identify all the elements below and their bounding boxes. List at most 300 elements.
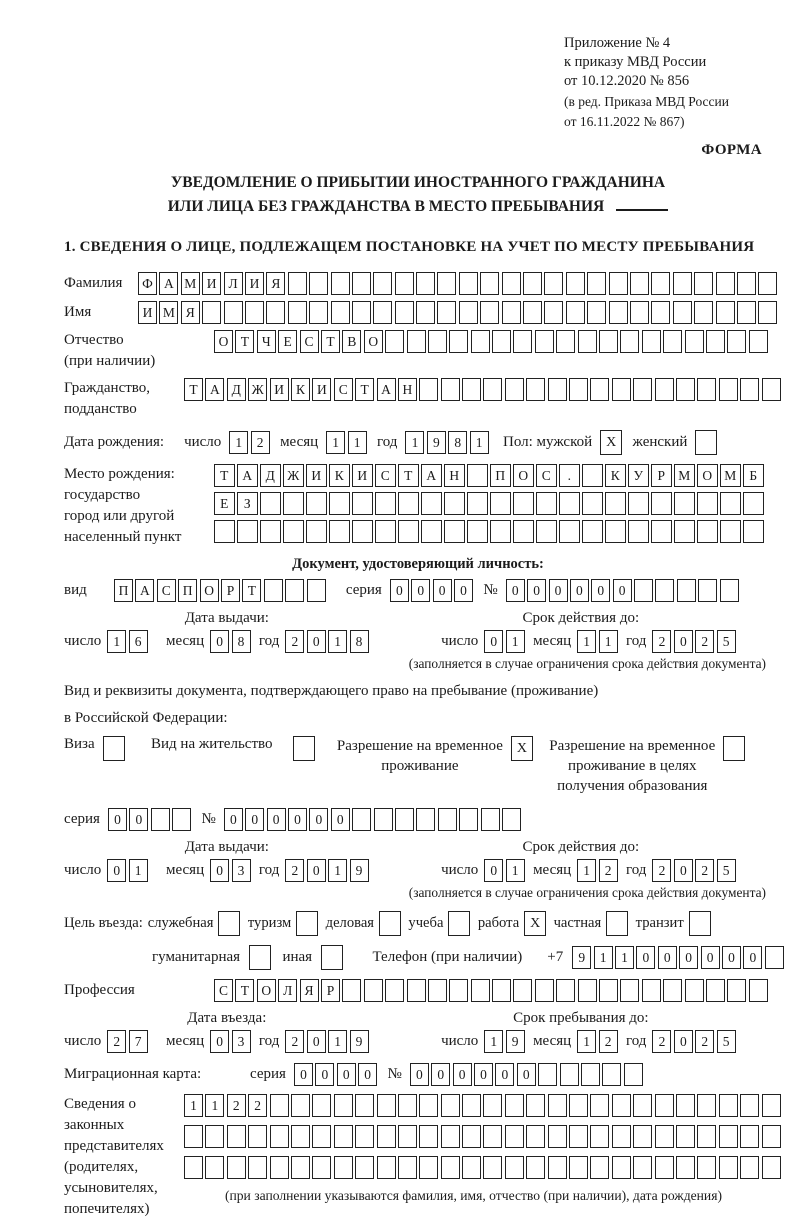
surname-cell[interactable] — [502, 272, 521, 295]
citizenship-cell[interactable]: А — [205, 378, 224, 401]
firstname-cell[interactable] — [694, 301, 713, 324]
doc-number-cell[interactable]: 0 — [506, 579, 525, 602]
birth-place-cell[interactable] — [743, 520, 764, 543]
birth-place-cell[interactable] — [674, 520, 695, 543]
doc-valid-year-cell[interactable]: 2 — [695, 630, 714, 653]
representative-cell[interactable] — [377, 1094, 396, 1117]
representative-cell[interactable] — [590, 1094, 609, 1117]
citizenship-cell[interactable]: Ж — [248, 378, 267, 401]
representative-cell[interactable] — [505, 1094, 524, 1117]
birth-year-cell[interactable]: 9 — [427, 431, 446, 454]
doc-number-cell[interactable]: 0 — [613, 579, 632, 602]
permit-valid-year-cell[interactable]: 2 — [652, 859, 671, 882]
representative-cell[interactable] — [398, 1125, 417, 1148]
patronymic-cell[interactable] — [706, 330, 725, 353]
representative-cell[interactable]: 1 — [205, 1094, 224, 1117]
birth-place-cell[interactable] — [697, 492, 718, 515]
firstname-cell[interactable] — [245, 301, 264, 324]
profession-cell[interactable]: О — [257, 979, 276, 1002]
citizenship-cell[interactable] — [719, 378, 738, 401]
purpose-private-checkbox[interactable] — [606, 911, 628, 936]
migration-series-cell[interactable]: 0 — [337, 1063, 356, 1086]
firstname-cell[interactable] — [502, 301, 521, 324]
profession-cell[interactable] — [642, 979, 661, 1002]
firstname-cell[interactable] — [716, 301, 735, 324]
surname-cell[interactable]: И — [245, 272, 264, 295]
birth-month-cell[interactable]: 1 — [348, 431, 367, 454]
birth-place-cell[interactable] — [513, 520, 534, 543]
permit-number-cell[interactable]: 0 — [288, 808, 307, 831]
representative-cell[interactable] — [270, 1125, 289, 1148]
representative-cell[interactable] — [483, 1156, 502, 1179]
representative-cell[interactable] — [441, 1094, 460, 1117]
birth-place-cell[interactable] — [674, 492, 695, 515]
doc-kind-cell[interactable]: О — [200, 579, 219, 602]
firstname-cell[interactable] — [587, 301, 606, 324]
firstname-cell[interactable]: Я — [181, 301, 200, 324]
firstname-cell[interactable]: М — [159, 301, 178, 324]
profession-cell[interactable] — [492, 979, 511, 1002]
doc-number-cell[interactable] — [634, 579, 653, 602]
birth-place-cell[interactable]: П — [490, 464, 511, 487]
birth-place-cell[interactable] — [467, 520, 488, 543]
surname-cell[interactable] — [373, 272, 392, 295]
patronymic-cell[interactable] — [556, 330, 575, 353]
doc-series-cell[interactable]: 0 — [433, 579, 452, 602]
profession-cell[interactable]: Л — [278, 979, 297, 1002]
representative-cell[interactable] — [762, 1156, 781, 1179]
representative-cell[interactable] — [334, 1125, 353, 1148]
patronymic-cell[interactable]: О — [364, 330, 383, 353]
male-checkbox[interactable]: X — [600, 430, 622, 455]
surname-cell[interactable] — [651, 272, 670, 295]
doc-kind-cell[interactable]: А — [135, 579, 154, 602]
doc-kind-cell[interactable]: С — [157, 579, 176, 602]
representative-cell[interactable] — [676, 1156, 695, 1179]
representative-cell[interactable] — [526, 1125, 545, 1148]
birth-place-cell[interactable] — [605, 492, 626, 515]
doc-valid-day-cell[interactable]: 1 — [506, 630, 525, 653]
representative-cell[interactable] — [248, 1156, 267, 1179]
migration-number-cell[interactable]: 0 — [431, 1063, 450, 1086]
representative-cell[interactable] — [312, 1125, 331, 1148]
permit-series-cell[interactable] — [172, 808, 191, 831]
permit-series-cell[interactable] — [151, 808, 170, 831]
patronymic-cell[interactable] — [428, 330, 447, 353]
doc-valid-month-cell[interactable]: 1 — [577, 630, 596, 653]
birth-place-cell[interactable] — [375, 492, 396, 515]
representative-cell[interactable] — [419, 1094, 438, 1117]
firstname-cell[interactable] — [609, 301, 628, 324]
firstname-cell[interactable] — [288, 301, 307, 324]
patronymic-cell[interactable]: В — [342, 330, 361, 353]
surname-cell[interactable]: Я — [266, 272, 285, 295]
migration-number-cell[interactable] — [538, 1063, 557, 1086]
patronymic-cell[interactable] — [535, 330, 554, 353]
profession-cell[interactable] — [385, 979, 404, 1002]
birth-place-cell[interactable]: И — [306, 464, 327, 487]
profession-cell[interactable] — [663, 979, 682, 1002]
citizenship-cell[interactable] — [505, 378, 524, 401]
profession-cell[interactable]: Я — [300, 979, 319, 1002]
birth-place-cell[interactable] — [260, 492, 281, 515]
doc-valid-year-cell[interactable]: 5 — [717, 630, 736, 653]
permit-issue-month-cell[interactable]: 3 — [232, 859, 251, 882]
birth-place-cell[interactable] — [651, 492, 672, 515]
patronymic-cell[interactable] — [642, 330, 661, 353]
doc-kind-cell[interactable]: Т — [242, 579, 261, 602]
birth-place-cell[interactable] — [260, 520, 281, 543]
entry-year-cell[interactable]: 2 — [285, 1030, 304, 1053]
patronymic-cell[interactable] — [513, 330, 532, 353]
residence-permit-checkbox[interactable] — [293, 736, 315, 761]
permit-number-cell[interactable] — [502, 808, 521, 831]
birth-place-cell[interactable]: У — [628, 464, 649, 487]
birth-place-cell[interactable] — [536, 492, 557, 515]
profession-cell[interactable] — [535, 979, 554, 1002]
birth-place-cell[interactable] — [628, 520, 649, 543]
birth-place-cell[interactable]: К — [605, 464, 626, 487]
stay-month-cell[interactable]: 1 — [577, 1030, 596, 1053]
birth-place-cell[interactable] — [720, 492, 741, 515]
doc-series-cell[interactable]: 0 — [390, 579, 409, 602]
birth-place-cell[interactable]: О — [513, 464, 534, 487]
birth-month-cell[interactable]: 1 — [326, 431, 345, 454]
citizenship-cell[interactable] — [483, 378, 502, 401]
permit-number-cell[interactable]: 0 — [267, 808, 286, 831]
doc-issue-year-cell[interactable]: 2 — [285, 630, 304, 653]
profession-cell[interactable] — [706, 979, 725, 1002]
stay-year-cell[interactable]: 0 — [674, 1030, 693, 1053]
migration-number-cell[interactable] — [581, 1063, 600, 1086]
representative-cell[interactable] — [612, 1125, 631, 1148]
surname-cell[interactable] — [352, 272, 371, 295]
representative-cell[interactable] — [184, 1156, 203, 1179]
citizenship-cell[interactable] — [633, 378, 652, 401]
patronymic-cell[interactable] — [599, 330, 618, 353]
patronymic-cell[interactable] — [578, 330, 597, 353]
migration-number-cell[interactable]: 0 — [495, 1063, 514, 1086]
entry-day-cell[interactable]: 2 — [107, 1030, 126, 1053]
stay-day-cell[interactable]: 9 — [506, 1030, 525, 1053]
citizenship-cell[interactable] — [548, 378, 567, 401]
citizenship-cell[interactable]: Т — [355, 378, 374, 401]
profession-cell[interactable]: С — [214, 979, 233, 1002]
surname-cell[interactable] — [309, 272, 328, 295]
firstname-cell[interactable] — [523, 301, 542, 324]
patronymic-cell[interactable]: Ч — [257, 330, 276, 353]
representative-cell[interactable] — [697, 1094, 716, 1117]
birth-place-cell[interactable] — [582, 492, 603, 515]
patronymic-cell[interactable] — [685, 330, 704, 353]
purpose-other-checkbox[interactable] — [321, 945, 343, 970]
representative-cell[interactable] — [719, 1156, 738, 1179]
representative-cell[interactable] — [697, 1156, 716, 1179]
doc-issue-year-cell[interactable]: 1 — [328, 630, 347, 653]
birth-place-cell[interactable]: А — [421, 464, 442, 487]
surname-cell[interactable]: Л — [224, 272, 243, 295]
firstname-cell[interactable] — [416, 301, 435, 324]
birth-place-cell[interactable] — [490, 492, 511, 515]
phone-digit-cell[interactable]: 0 — [679, 946, 698, 969]
birth-place-cell[interactable]: А — [237, 464, 258, 487]
surname-cell[interactable]: М — [181, 272, 200, 295]
citizenship-cell[interactable] — [569, 378, 588, 401]
purpose-humanitarian-checkbox[interactable] — [249, 945, 271, 970]
citizenship-cell[interactable] — [441, 378, 460, 401]
surname-cell[interactable] — [758, 272, 777, 295]
entry-month-cell[interactable]: 0 — [210, 1030, 229, 1053]
representative-cell[interactable] — [312, 1156, 331, 1179]
birth-place-cell[interactable]: Р — [651, 464, 672, 487]
permit-number-cell[interactable]: 0 — [331, 808, 350, 831]
birth-year-cell[interactable]: 1 — [470, 431, 489, 454]
birth-place-cell[interactable] — [582, 520, 603, 543]
doc-issue-month-cell[interactable]: 0 — [210, 630, 229, 653]
birth-place-cell[interactable]: И — [352, 464, 373, 487]
firstname-cell[interactable] — [737, 301, 756, 324]
permit-number-cell[interactable]: 0 — [245, 808, 264, 831]
surname-cell[interactable] — [716, 272, 735, 295]
purpose-study-checkbox[interactable] — [448, 911, 470, 936]
representative-cell[interactable] — [505, 1156, 524, 1179]
birth-place-cell[interactable]: З — [237, 492, 258, 515]
patronymic-cell[interactable] — [492, 330, 511, 353]
patronymic-cell[interactable]: Е — [278, 330, 297, 353]
citizenship-cell[interactable] — [526, 378, 545, 401]
doc-number-cell[interactable]: 0 — [591, 579, 610, 602]
doc-valid-month-cell[interactable]: 1 — [599, 630, 618, 653]
surname-cell[interactable] — [416, 272, 435, 295]
phone-digit-cell[interactable]: 0 — [701, 946, 720, 969]
firstname-cell[interactable] — [202, 301, 221, 324]
patronymic-cell[interactable] — [727, 330, 746, 353]
migration-series-cell[interactable]: 0 — [315, 1063, 334, 1086]
representative-cell[interactable]: 2 — [227, 1094, 246, 1117]
representative-cell[interactable] — [441, 1125, 460, 1148]
birth-place-cell[interactable] — [237, 520, 258, 543]
birth-place-cell[interactable] — [352, 492, 373, 515]
purpose-work-checkbox[interactable]: X — [524, 911, 546, 936]
permit-issue-day-cell[interactable]: 1 — [129, 859, 148, 882]
profession-cell[interactable] — [556, 979, 575, 1002]
profession-cell[interactable] — [449, 979, 468, 1002]
representative-cell[interactable] — [633, 1094, 652, 1117]
representative-cell[interactable] — [719, 1094, 738, 1117]
birth-place-cell[interactable] — [536, 520, 557, 543]
representative-cell[interactable] — [740, 1094, 759, 1117]
migration-number-cell[interactable] — [602, 1063, 621, 1086]
representative-cell[interactable] — [569, 1156, 588, 1179]
temp-residence-checkbox[interactable]: X — [511, 736, 533, 761]
birth-place-cell[interactable] — [306, 492, 327, 515]
permit-valid-year-cell[interactable]: 0 — [674, 859, 693, 882]
firstname-cell[interactable] — [224, 301, 243, 324]
representative-cell[interactable]: 1 — [184, 1094, 203, 1117]
birth-place-cell[interactable] — [375, 520, 396, 543]
birth-year-cell[interactable]: 1 — [405, 431, 424, 454]
doc-valid-day-cell[interactable]: 0 — [484, 630, 503, 653]
firstname-cell[interactable] — [480, 301, 499, 324]
profession-cell[interactable] — [685, 979, 704, 1002]
representative-cell[interactable] — [655, 1094, 674, 1117]
representative-cell[interactable] — [398, 1156, 417, 1179]
purpose-commercial-checkbox[interactable] — [379, 911, 401, 936]
representative-cell[interactable] — [719, 1125, 738, 1148]
citizenship-cell[interactable] — [590, 378, 609, 401]
entry-year-cell[interactable]: 0 — [307, 1030, 326, 1053]
representative-cell[interactable] — [462, 1125, 481, 1148]
representative-cell[interactable] — [655, 1156, 674, 1179]
representative-cell[interactable] — [291, 1125, 310, 1148]
birth-place-cell[interactable] — [467, 464, 488, 487]
doc-number-cell[interactable]: 0 — [549, 579, 568, 602]
surname-cell[interactable] — [673, 272, 692, 295]
permit-number-cell[interactable] — [459, 808, 478, 831]
firstname-cell[interactable] — [373, 301, 392, 324]
phone-digit-cell[interactable]: 0 — [658, 946, 677, 969]
surname-cell[interactable] — [523, 272, 542, 295]
doc-series-cell[interactable]: 0 — [411, 579, 430, 602]
birth-place-cell[interactable]: Б — [743, 464, 764, 487]
representative-cell[interactable] — [590, 1156, 609, 1179]
doc-issue-day-cell[interactable]: 6 — [129, 630, 148, 653]
entry-year-cell[interactable]: 9 — [350, 1030, 369, 1053]
stay-month-cell[interactable]: 2 — [599, 1030, 618, 1053]
permit-number-cell[interactable] — [374, 808, 393, 831]
surname-cell[interactable] — [630, 272, 649, 295]
permit-issue-day-cell[interactable]: 0 — [107, 859, 126, 882]
birth-place-cell[interactable]: Ж — [283, 464, 304, 487]
birth-place-cell[interactable]: С — [375, 464, 396, 487]
surname-cell[interactable] — [288, 272, 307, 295]
surname-cell[interactable] — [694, 272, 713, 295]
representative-cell[interactable] — [740, 1156, 759, 1179]
phone-digit-cell[interactable]: 0 — [636, 946, 655, 969]
migration-number-cell[interactable]: 0 — [517, 1063, 536, 1086]
birth-place-cell[interactable] — [743, 492, 764, 515]
patronymic-cell[interactable] — [663, 330, 682, 353]
birth-place-cell[interactable] — [283, 492, 304, 515]
surname-cell[interactable] — [437, 272, 456, 295]
citizenship-cell[interactable]: К — [291, 378, 310, 401]
representative-cell[interactable] — [419, 1156, 438, 1179]
representative-cell[interactable] — [655, 1125, 674, 1148]
representative-cell[interactable] — [762, 1094, 781, 1117]
female-checkbox[interactable] — [695, 430, 717, 455]
phone-digit-cell[interactable] — [765, 946, 784, 969]
representative-cell[interactable] — [248, 1125, 267, 1148]
stay-year-cell[interactable]: 5 — [717, 1030, 736, 1053]
birth-year-cell[interactable]: 8 — [448, 431, 467, 454]
representative-cell[interactable] — [334, 1156, 353, 1179]
doc-kind-cell[interactable] — [264, 579, 283, 602]
representative-cell[interactable] — [184, 1125, 203, 1148]
doc-issue-month-cell[interactable]: 8 — [232, 630, 251, 653]
representative-cell[interactable] — [483, 1094, 502, 1117]
representative-cell[interactable] — [548, 1156, 567, 1179]
firstname-cell[interactable] — [758, 301, 777, 324]
representative-cell[interactable] — [355, 1156, 374, 1179]
representative-cell[interactable] — [270, 1156, 289, 1179]
profession-cell[interactable] — [513, 979, 532, 1002]
edu-residence-checkbox[interactable] — [723, 736, 745, 761]
doc-number-cell[interactable] — [655, 579, 674, 602]
birth-place-cell[interactable]: М — [674, 464, 695, 487]
surname-cell[interactable] — [331, 272, 350, 295]
doc-number-cell[interactable] — [698, 579, 717, 602]
representative-cell[interactable] — [462, 1094, 481, 1117]
profession-cell[interactable] — [342, 979, 361, 1002]
firstname-cell[interactable] — [395, 301, 414, 324]
phone-digit-cell[interactable]: 1 — [615, 946, 634, 969]
purpose-transit-checkbox[interactable] — [689, 911, 711, 936]
representative-cell[interactable] — [612, 1156, 631, 1179]
permit-number-cell[interactable] — [352, 808, 371, 831]
entry-year-cell[interactable]: 1 — [328, 1030, 347, 1053]
surname-cell[interactable] — [544, 272, 563, 295]
doc-number-cell[interactable]: 0 — [570, 579, 589, 602]
representative-cell[interactable] — [227, 1125, 246, 1148]
permit-issue-year-cell[interactable]: 0 — [307, 859, 326, 882]
permit-issue-month-cell[interactable]: 0 — [210, 859, 229, 882]
birth-place-cell[interactable]: М — [720, 464, 741, 487]
profession-cell[interactable] — [749, 979, 768, 1002]
representative-cell[interactable] — [377, 1156, 396, 1179]
migration-number-cell[interactable]: 0 — [453, 1063, 472, 1086]
birth-place-cell[interactable] — [582, 464, 603, 487]
migration-series-cell[interactable]: 0 — [294, 1063, 313, 1086]
permit-number-cell[interactable] — [438, 808, 457, 831]
permit-number-cell[interactable] — [416, 808, 435, 831]
patronymic-cell[interactable]: Т — [321, 330, 340, 353]
migration-number-cell[interactable] — [560, 1063, 579, 1086]
birth-place-cell[interactable]: Т — [214, 464, 235, 487]
citizenship-cell[interactable]: Д — [227, 378, 246, 401]
citizenship-cell[interactable]: Т — [184, 378, 203, 401]
patronymic-cell[interactable] — [449, 330, 468, 353]
representative-cell[interactable] — [312, 1094, 331, 1117]
permit-series-cell[interactable]: 0 — [129, 808, 148, 831]
birth-place-cell[interactable] — [490, 520, 511, 543]
stay-day-cell[interactable]: 1 — [484, 1030, 503, 1053]
doc-valid-year-cell[interactable]: 0 — [674, 630, 693, 653]
birth-place-cell[interactable] — [329, 520, 350, 543]
entry-month-cell[interactable]: 3 — [232, 1030, 251, 1053]
representative-cell[interactable] — [270, 1094, 289, 1117]
representative-cell[interactable] — [548, 1094, 567, 1117]
doc-valid-year-cell[interactable]: 2 — [652, 630, 671, 653]
profession-cell[interactable] — [620, 979, 639, 1002]
profession-cell[interactable] — [578, 979, 597, 1002]
birth-place-cell[interactable] — [697, 520, 718, 543]
permit-number-cell[interactable]: 0 — [224, 808, 243, 831]
representative-cell[interactable] — [762, 1125, 781, 1148]
birth-place-cell[interactable] — [352, 520, 373, 543]
representative-cell[interactable] — [419, 1125, 438, 1148]
birth-place-cell[interactable] — [421, 520, 442, 543]
profession-cell[interactable]: Р — [321, 979, 340, 1002]
doc-number-cell[interactable] — [677, 579, 696, 602]
phone-digit-cell[interactable]: 0 — [743, 946, 762, 969]
representative-cell[interactable] — [334, 1094, 353, 1117]
migration-number-cell[interactable]: 0 — [410, 1063, 429, 1086]
birth-place-cell[interactable] — [444, 492, 465, 515]
purpose-business-checkbox[interactable] — [218, 911, 240, 936]
permit-issue-year-cell[interactable]: 1 — [328, 859, 347, 882]
birth-place-cell[interactable] — [329, 492, 350, 515]
entry-day-cell[interactable]: 7 — [129, 1030, 148, 1053]
